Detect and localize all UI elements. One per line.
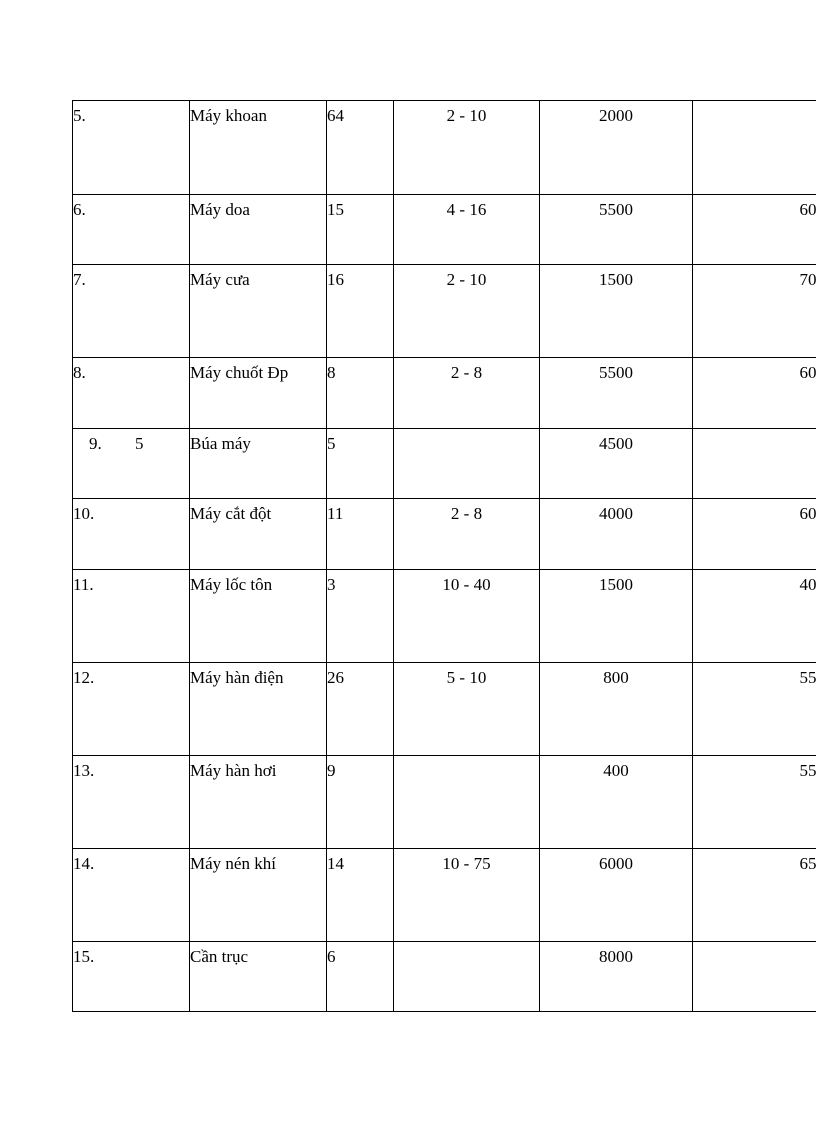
power-cell: 800 xyxy=(540,663,693,756)
row-number: 9. xyxy=(89,434,102,453)
power-cell: 2000 xyxy=(540,101,693,195)
quantity-cell: 64 xyxy=(327,101,394,195)
quantity-cell: 9 xyxy=(327,756,394,849)
row-number: 13. xyxy=(73,761,95,780)
table-row xyxy=(73,942,816,1012)
table-row xyxy=(73,499,816,570)
row-number-cell xyxy=(73,942,190,1012)
row-number: 5. xyxy=(73,106,86,125)
last-value-cell: 70 xyxy=(693,265,816,358)
row-number-cell xyxy=(73,570,190,663)
row-number-cell xyxy=(73,663,190,756)
table-row xyxy=(73,265,816,358)
equipment-table xyxy=(72,100,816,1012)
power-cell: 1500 xyxy=(540,265,693,358)
row-number: 14. xyxy=(73,854,95,873)
range-cell: 10 - 75 xyxy=(394,849,540,942)
quantity-cell: 3 xyxy=(327,570,394,663)
power-cell: 4500 xyxy=(540,429,693,499)
table-body xyxy=(73,101,816,1012)
range-cell: 10 - 40 xyxy=(394,570,540,663)
machine-name-cell: Máy chuốt Đp xyxy=(190,358,327,429)
power-cell: 6000 xyxy=(540,849,693,942)
row-number-cell xyxy=(73,849,190,942)
range-cell: 4 - 16 xyxy=(394,195,540,265)
machine-name-cell: Búa máy xyxy=(190,429,327,499)
row-number: 6. xyxy=(73,200,86,219)
last-value-cell: 60 xyxy=(693,499,816,570)
row-number-cell xyxy=(73,358,190,429)
machine-name-cell: Máy hàn điện xyxy=(190,663,327,756)
power-cell: 5500 xyxy=(540,195,693,265)
table-row xyxy=(73,195,816,265)
range-cell: 2 - 8 xyxy=(394,358,540,429)
quantity-cell: 6 xyxy=(327,942,394,1012)
table-row xyxy=(73,358,816,429)
row-number-cell xyxy=(73,499,190,570)
range-cell: 2 - 10 xyxy=(394,101,540,195)
last-value-cell xyxy=(693,101,816,195)
table-row xyxy=(73,756,816,849)
table-row xyxy=(73,101,816,195)
machine-name-cell: Máy hàn hơi xyxy=(190,756,327,849)
row-number-cell xyxy=(73,756,190,849)
power-cell: 8000 xyxy=(540,942,693,1012)
range-cell xyxy=(394,756,540,849)
machine-name-cell: Máy doa xyxy=(190,195,327,265)
table-row xyxy=(73,570,816,663)
quantity-cell: 8 xyxy=(327,358,394,429)
table-row xyxy=(73,663,816,756)
range-cell xyxy=(394,942,540,1012)
machine-name-cell: Máy lốc tôn xyxy=(190,570,327,663)
machine-name-cell: Máy cắt đột xyxy=(190,499,327,570)
last-value-cell xyxy=(693,942,816,1012)
range-cell: 2 - 8 xyxy=(394,499,540,570)
quantity-cell: 16 xyxy=(327,265,394,358)
row-number: 7. xyxy=(73,270,86,289)
power-cell: 5500 xyxy=(540,358,693,429)
last-value-cell: 55 xyxy=(693,663,816,756)
last-value-cell: 65 xyxy=(693,849,816,942)
quantity-cell: 26 xyxy=(327,663,394,756)
row-number-cell xyxy=(73,195,190,265)
row-number: 8. xyxy=(73,363,86,382)
quantity-cell: 11 xyxy=(327,499,394,570)
row-number-cell xyxy=(73,265,190,358)
quantity-cell: 14 xyxy=(327,849,394,942)
machine-name-cell: Cần trục xyxy=(190,942,327,1012)
row-number: 12. xyxy=(73,668,95,687)
power-cell: 400 xyxy=(540,756,693,849)
last-value-cell: 55 xyxy=(693,756,816,849)
last-value-cell: 60 xyxy=(693,358,816,429)
table-row xyxy=(73,849,816,942)
last-value-cell: 40 xyxy=(693,570,816,663)
range-cell xyxy=(394,429,540,499)
quantity-cell: 15 xyxy=(327,195,394,265)
row-number: 15. xyxy=(73,947,95,966)
machine-name-cell: Máy nén khí xyxy=(190,849,327,942)
range-cell: 5 - 10 xyxy=(394,663,540,756)
row-extra-marker: 5 xyxy=(135,434,144,453)
row-number: 11. xyxy=(73,575,94,594)
row-number: 10. xyxy=(73,504,95,523)
power-cell: 4000 xyxy=(540,499,693,570)
last-value-cell xyxy=(693,429,816,499)
quantity-cell: 5 xyxy=(327,429,394,499)
range-cell: 2 - 10 xyxy=(394,265,540,358)
machine-name-cell: Máy cưa xyxy=(190,265,327,358)
row-number-cell xyxy=(73,101,190,195)
last-value-cell: 60 xyxy=(693,195,816,265)
row-number-cell xyxy=(73,429,190,499)
power-cell: 1500 xyxy=(540,570,693,663)
table-row xyxy=(73,429,816,499)
machine-name-cell: Máy khoan xyxy=(190,101,327,195)
